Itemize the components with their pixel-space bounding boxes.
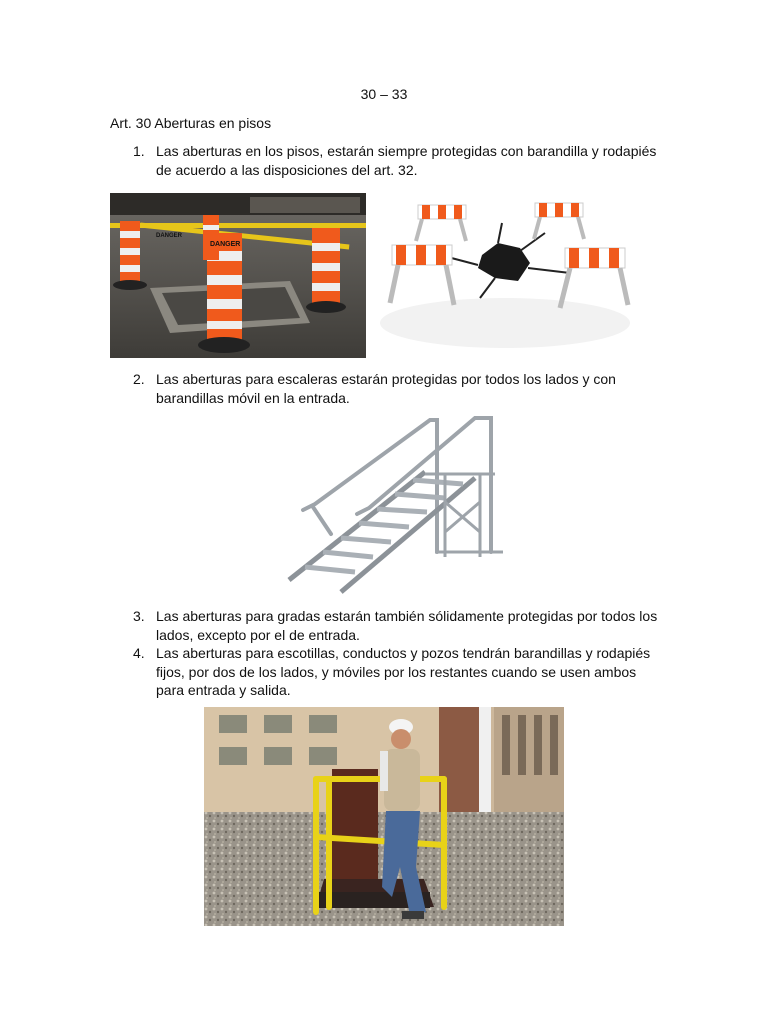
photo-metal-stairs xyxy=(285,412,507,597)
list-item-2 xyxy=(133,370,663,407)
photo-roof-hatch-worker xyxy=(204,707,564,926)
list-item-4 xyxy=(133,644,663,700)
list-item-text: Las aberturas para gradas estarán también sólidamente protegidas por todos los lados, excepto por el de entrada. xyxy=(156,608,658,643)
list-item-number: 3. xyxy=(133,608,145,624)
danger-tape: DANGER xyxy=(156,233,183,239)
traffic-cone xyxy=(306,228,346,313)
list-item-number: 2. xyxy=(133,371,145,387)
list-item-3 xyxy=(133,607,663,644)
photo-barricades xyxy=(370,193,640,358)
list-item-text: Las aberturas para escaleras estarán protegidas por todos los lados y con barandillas móvil en la entrada. xyxy=(156,371,616,406)
photo-street-cones xyxy=(110,193,366,358)
article-heading: Art. 30 Aberturas en pisos xyxy=(110,115,272,131)
page-number: 30 – 33 xyxy=(360,86,408,102)
list-item-text: Las aberturas en los pisos, estarán siempre protegidas con barandilla y rodapiés de acuerdo a las disposiciones del art. 32. xyxy=(156,143,657,178)
traffic-cone xyxy=(203,215,219,260)
list-item-text: Las aberturas para escotillas, conductos y pozos tendrán barandillas y rodapiés fijos, por dos de los lados, y móviles por los restantes cuando se usen ambos para entrada y salida. xyxy=(156,645,651,698)
list-item-number: 1. xyxy=(133,143,145,159)
danger-sign: DANGER xyxy=(210,241,241,248)
list-item-number: 4. xyxy=(133,645,145,661)
list-item-1 xyxy=(133,142,663,179)
